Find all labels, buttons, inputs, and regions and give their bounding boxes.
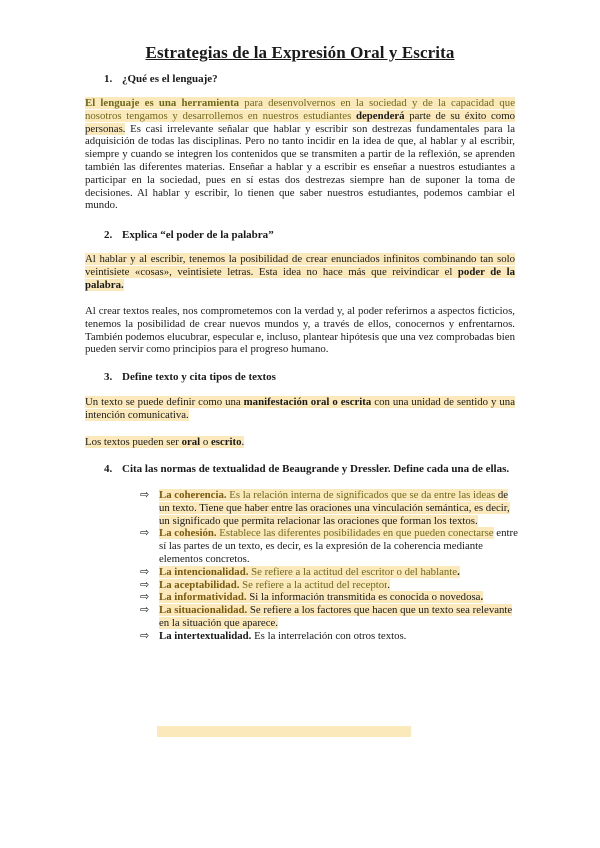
norm-definition: Es la relación interna de significados que se da entre las ideas xyxy=(226,489,496,501)
norm-definition: Se refiere a los factores que hacen que un texto sea relevante en la situación que aparece. xyxy=(159,604,513,629)
question-text: palabra xyxy=(231,229,269,241)
arrow-right-icon: ⇨ xyxy=(140,577,150,591)
list-item xyxy=(140,630,520,643)
arrow-right-icon: ⇨ xyxy=(140,603,150,617)
question-number: 1. xyxy=(104,73,113,85)
question-text: Cita las normas de textualidad de Beaugrande y Dressler. Define cada una de ellas. xyxy=(122,463,510,475)
list-item xyxy=(140,527,520,565)
highlight-text: para desenvolvernos en la sociedad y de la capacidad que nosotros tengamos y desarrollemos en nuestros estudiantes xyxy=(85,97,515,122)
list-item xyxy=(140,579,520,592)
question-number: 4. xyxy=(104,463,113,475)
norm-definition: . xyxy=(457,565,460,578)
norm-definition: Si la información transmitida es conocida o novedosa xyxy=(246,591,481,604)
list-item xyxy=(140,489,520,527)
answer-1-paragraph xyxy=(85,97,515,212)
answer-2b-paragraph: Al crear textos reales, nos comprometemos con la verdad y, al poder referirnos a aspectos ficticios, tenemos la posibilidad de crear nuevos mundos y, a través de ellos, conocernos y enfrentarnos. También podemos elucubrar, especular e, incluso, plantear hipótesis que una vez comprobadas bien pueden servir como principios para el progreso humano. xyxy=(85,305,515,356)
question-4 xyxy=(104,463,509,475)
answer-3-paragraph xyxy=(85,396,515,422)
norm-definition: Es la interrelación con otros textos. xyxy=(251,629,407,642)
arrow-right-icon: ⇨ xyxy=(140,564,150,578)
norm-name: La informatividad. xyxy=(159,591,247,604)
highlight-bold: oral xyxy=(181,436,201,448)
highlight-term: El lenguaje es una herramienta xyxy=(85,97,240,109)
question-text: ” xyxy=(268,229,274,241)
norm-name: La intertextualidad. xyxy=(159,629,252,642)
norm-definition: entre sí las partes de un texto, es decir, es la expresión de la coherencia mediante elementos concretos. xyxy=(159,527,518,565)
norm-definition: Se refiere a la actitud del escritor o del hablante xyxy=(248,565,458,578)
list-item xyxy=(140,591,520,604)
norms-list xyxy=(140,489,520,643)
answer-3b-paragraph xyxy=(85,436,515,449)
arrow-right-icon: ⇨ xyxy=(140,526,150,540)
question-3 xyxy=(104,371,276,383)
highlight-bold: dependerá xyxy=(355,109,405,122)
norm-definition: . xyxy=(387,578,390,591)
highlight-bold: escrito xyxy=(210,436,242,448)
highlight-text: Los textos pueden ser xyxy=(85,436,182,448)
arrow-right-icon: ⇨ xyxy=(140,488,150,501)
question-text: ¿Qué es el lenguaje? xyxy=(122,73,218,85)
question-text: Explica xyxy=(122,229,161,241)
highlight-text: o xyxy=(200,436,211,448)
highlight-text: parte de su éxito como personas. xyxy=(85,109,515,135)
norm-name: La intencionalidad. xyxy=(159,565,249,578)
arrow-right-icon: ⇨ xyxy=(140,628,150,642)
question-2 xyxy=(104,229,274,241)
list-item xyxy=(140,604,520,630)
arrow-right-icon: ⇨ xyxy=(140,590,150,604)
highlight-bold: poder de la palabra. xyxy=(85,265,516,291)
norm-definition: Establece las diferentes posibilidades en que pueden conectarse xyxy=(216,527,494,540)
question-1 xyxy=(104,73,218,85)
highlight-text: con una unidad de sentido y una intención comunicativa. xyxy=(85,396,515,421)
question-number: 2. xyxy=(104,229,113,241)
highlight-text: Al hablar y al escribir, tenemos la posibilidad de crear enunciados infinitos combinando tan solo veintisiete «cosas», veintisiete letras. Esta idea no hace más que reivindicar el xyxy=(85,253,515,278)
norm-name: La coherencia. xyxy=(159,489,227,501)
norm-definition: . xyxy=(480,591,484,604)
norm-definition: de un texto. Tiene que haber entre las oraciones una vinculación semántica, es decir, un significado que permita relacionar las oraciones que forman los textos. xyxy=(159,489,510,527)
highlight-text: . xyxy=(241,436,245,448)
norm-name: La cohesión. xyxy=(159,527,217,540)
list-item xyxy=(140,566,520,579)
empty-highlight-mark xyxy=(157,726,411,737)
question-number: 3. xyxy=(104,371,113,383)
question-text: “el poder de la xyxy=(160,229,232,241)
page-title: Estrategias de la Expresión Oral y Escrita xyxy=(145,43,455,62)
highlight-bold: manifestación oral o escrita xyxy=(243,396,372,408)
norm-definition: Se refiere a la actitud del receptor xyxy=(239,578,388,591)
question-text: Define texto y cita tipos de textos xyxy=(122,371,276,383)
norm-name: La aceptabilidad. xyxy=(159,578,240,591)
body-text: Es casi irrelevante señalar que hablar y escribir son destrezas fundamentales para la adquisición de todas las disciplinas. Pero no tanto incidir en la idea de que, al hablar y al escribir, siempre y cuando se integren los contenidos que se transmiten a partir de la reflexión, se aprenden también las diferentes materias. Enseñar a hablar y a escribir es enseñar a nuestros estudiantes a participar en la sociedad, pues en sí estas dos destrezas siempre han de suponer la toma de decisiones. Al hablar y escribir, lo tienen que saber nuestros estudiantes, podemos cambiar el mundo. xyxy=(85,122,515,212)
norm-name: La situacionalidad. xyxy=(159,604,248,617)
highlight-text: Un texto se puede definir como una xyxy=(85,396,244,408)
answer-2-paragraph xyxy=(85,253,515,291)
